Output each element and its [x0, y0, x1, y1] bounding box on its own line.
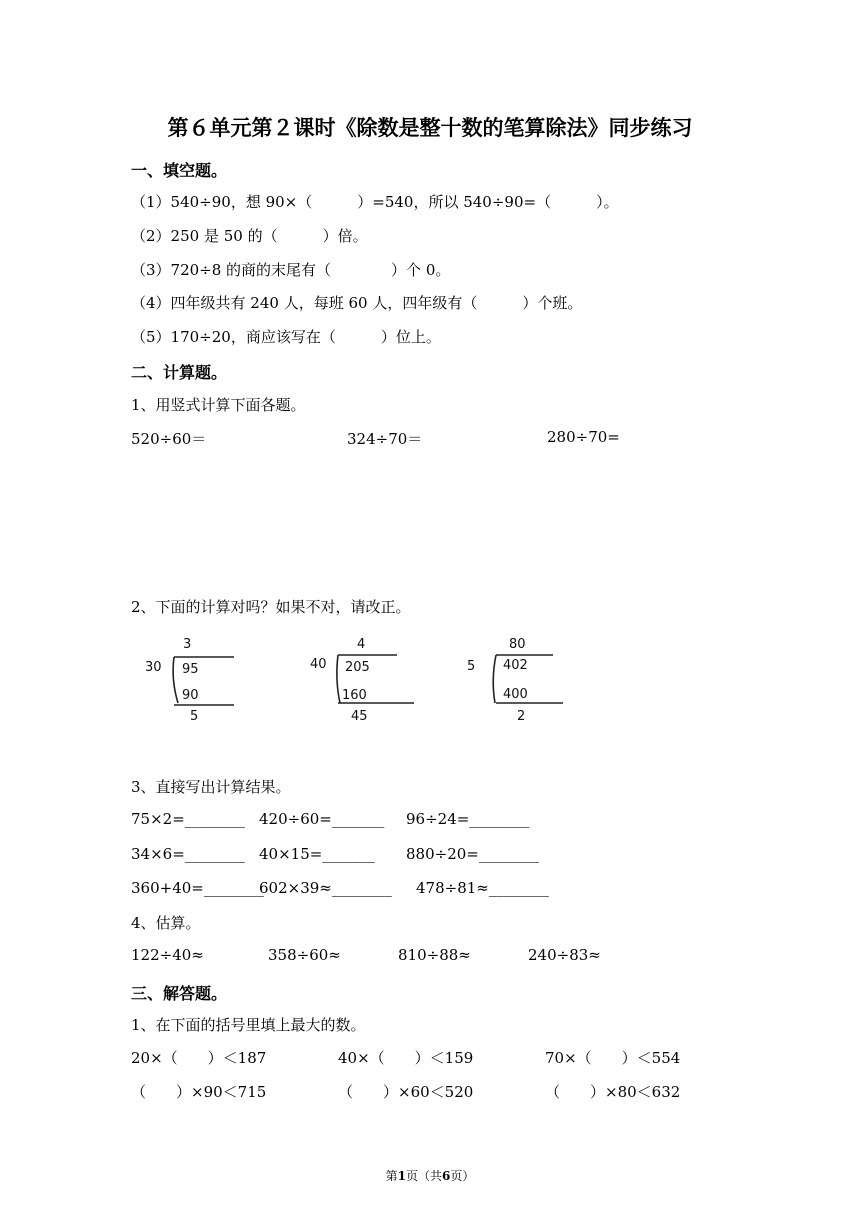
mental-calc-item: 34×6=________ — [131, 845, 245, 863]
inequality-item: （ ）×90＜715 — [131, 1083, 267, 1101]
calc-q2-label: 2、下面的计算对吗？如果不对，请改正。 — [131, 598, 411, 616]
long-division-1 — [140, 630, 250, 725]
inequality-item: 20×（ ）＜187 — [131, 1049, 267, 1067]
page-footer — [0, 1167, 860, 1184]
footer-mid: 页（共 — [405, 1169, 442, 1183]
fill-blank-item-5: （5）170÷20，商应该写在（ ）位上。 — [131, 328, 441, 346]
product: 160 — [342, 688, 367, 703]
fill-blank-item-1: （1）540÷90，想 90×（ ）=540，所以 540÷90=（ ）。 — [131, 193, 619, 211]
quotient: 80 — [509, 637, 526, 652]
remainder: 5 — [190, 709, 199, 724]
divisor: 40 — [310, 657, 327, 672]
footer-post: 页） — [450, 1169, 475, 1183]
mental-calc-item: 75×2=________ — [131, 810, 245, 828]
fill-blank-item-2: （2）250 是 50 的（ ）倍。 — [131, 227, 368, 245]
mental-calc-item: 602×39≈________ — [259, 879, 392, 897]
long-division-3 — [463, 630, 573, 725]
section-3-heading: 三、解答题。 — [131, 984, 228, 1003]
calc-q1-label: 1、用竖式计算下面各题。 — [131, 396, 306, 414]
remainder: 2 — [517, 709, 526, 724]
divisor: 30 — [145, 660, 162, 675]
total-pages: 6 — [442, 1169, 451, 1183]
calc-problem-3: 280÷70= — [547, 428, 620, 446]
estimate-item: 358÷60≈ — [268, 946, 341, 964]
quotient: 4 — [357, 637, 366, 652]
section-1-heading: 一、填空题。 — [131, 161, 228, 180]
mental-calc-item: 478÷81≈________ — [416, 879, 549, 897]
estimate-item: 122÷40≈ — [131, 946, 204, 964]
dividend: 95 — [182, 662, 199, 677]
calc-q4-label: 4、估算。 — [131, 914, 201, 932]
fill-blank-item-3: （3）720÷8 的商的末尾有（ ）个 0。 — [131, 261, 451, 279]
mental-calc-item: 96÷24=________ — [406, 810, 530, 828]
inequality-item: （ ）×80＜632 — [545, 1083, 681, 1101]
document-title: 第６单元第２课时《除数是整十数的笔算除法》同步练习 — [167, 115, 693, 140]
dividend: 402 — [503, 658, 528, 673]
estimate-item: 810÷88≈ — [398, 946, 471, 964]
product: 400 — [503, 687, 528, 702]
calc-problem-2: 324÷70＝ — [347, 430, 423, 448]
long-division-2 — [305, 630, 420, 725]
mental-calc-item: 880÷20=________ — [406, 845, 539, 863]
mental-calc-item: 420÷60=_______ — [259, 810, 385, 828]
mental-calc-item: 40×15=_______ — [259, 845, 375, 863]
section-2-heading: 二、计算题。 — [131, 363, 228, 382]
product: 90 — [182, 688, 199, 703]
remainder: 45 — [351, 709, 368, 724]
dividend: 205 — [345, 660, 370, 675]
quotient: 3 — [183, 637, 192, 652]
inequality-item: 70×（ ）＜554 — [545, 1049, 681, 1067]
footer-pre: 第 — [385, 1169, 398, 1183]
mental-calc-item: 360+40=________ — [131, 879, 264, 897]
estimate-item: 240÷83≈ — [528, 946, 601, 964]
calc-q3-label: 3、直接写出计算结果。 — [131, 778, 291, 796]
solve-q1-label: 1、在下面的括号里填上最大的数。 — [131, 1016, 366, 1034]
fill-blank-item-4: （4）四年级共有 240 人，每班 60 人，四年级有（ ）个班。 — [131, 294, 583, 312]
page-number: 1 — [397, 1169, 406, 1183]
divisor: 5 — [467, 659, 476, 674]
calc-problem-1: 520÷60＝ — [131, 430, 207, 448]
inequality-item: （ ）×60＜520 — [338, 1083, 474, 1101]
inequality-item: 40×（ ）＜159 — [338, 1049, 474, 1067]
